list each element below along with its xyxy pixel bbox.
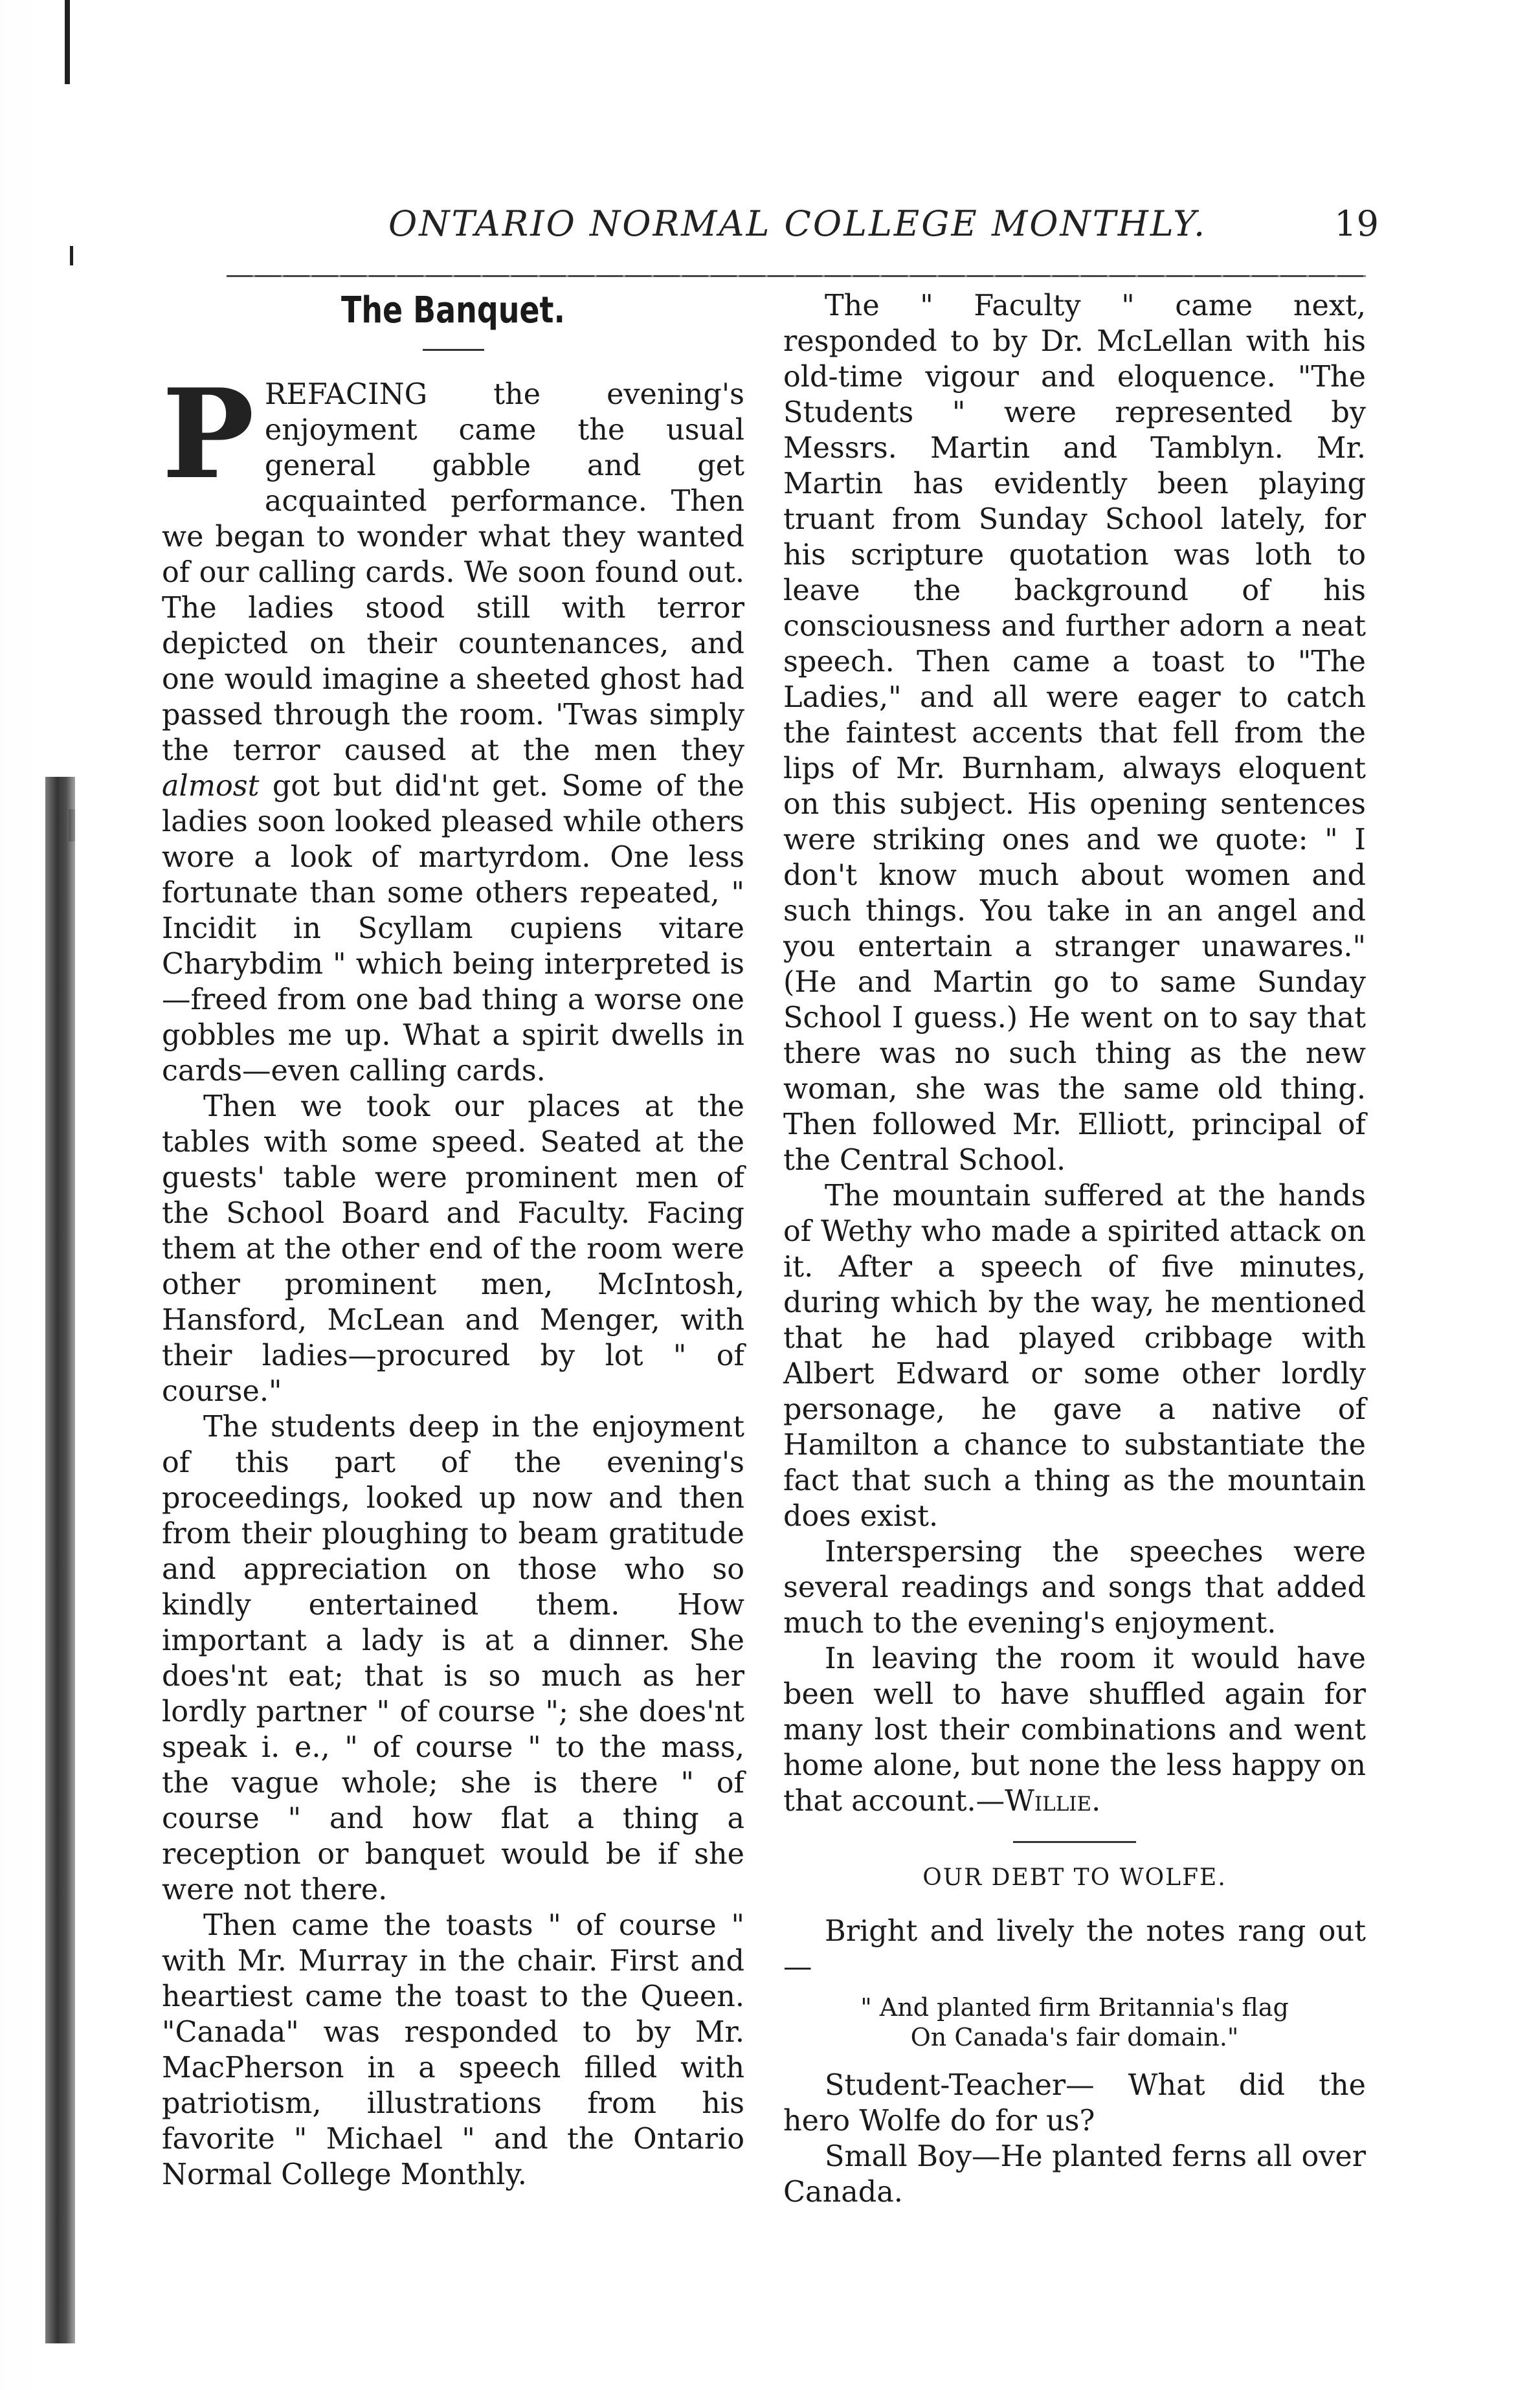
verse-line: On Canada's fair domain." <box>910 2023 1239 2051</box>
magazine-page <box>162 194 1392 2233</box>
section-heading: OUR DEBT TO WOLFE. <box>922 1864 1227 1891</box>
publication-title: ONTARIO NORMAL COLLEGE MONTHLY. <box>388 203 1207 244</box>
article-paragraph: PREFACING the evening's enjoyment came the usual general gabble and get acquainted performance. Then we began to wonder what they wanted of our calling cards. We soon found out. The ladies stood still with terror depicted on their countenances, and one would imagine a sheeted ghost had passed through the room. 'Twas simply the terror caused at the men they almost got but did'nt get. Some of the ladies soon looked pleased while others wore a look of martyrdom. One less fortunate than some others repeated, " Incidit in Scyllam cupiens vitare Charybdim " which being interpreted is—freed from one bad thing a worse one gobbles me up. What a spirit dwells in cards—even calling cards. <box>162 362 744 1088</box>
heading-rule <box>423 349 484 351</box>
column-left <box>162 288 744 2193</box>
article-paragraph: The " Faculty " came next, responded to by Dr. McLellan with his old-time vigour and eloquence. "The Students " were represented by Messrs. Martin and Tamblyn. Mr. Martin has evidently been playing truant from Sunday School lately, for his scripture quotation was loth to leave the background of his consciousness and further adorn a neat speech. Then came a toast to "The Ladies," and all were eager to catch the faintest accents that fell from the lips of Mr. Burnham, always eloquent on this subject. His opening sentences were striking ones and we quote: " I don't know much about women and such things. You take in an angel and you entertain a stranger unawares." (He and Martin go to same Sunday School I guess.) He went on to say that there was no such thing as the new woman, she was the same old thing. Then followed Mr. Elliott, principal of the Central School. <box>783 289 1366 1177</box>
article-paragraph: Then we took our places at the tables with some speed. Seated at the guests' table were prominent men of the School Board and Faculty. Facing them at the other end of the room were other prominent men, McIntosh, Hansford, McLean and Menger, with their ladies—procured by lot " of course." <box>162 1090 744 1408</box>
author-signature: Willie. <box>1005 1785 1101 1818</box>
article-paragraph: The students deep in the enjoyment of this part of the evening's proceedings, looked up now and then from their ploughing to beam gratitude and appreciation on those who so kindly entertained them. How important a lady is at a dinner. She does'nt eat; that is so much as her lordly partner " of course "; she does'nt speak i. e., " of course " to the mass, the vague whole; she is there " of course " and how flat a thing a reception or banquet would be if she were not there. <box>162 1411 744 1906</box>
article-paragraph: Small Boy—He planted ferns all over Canada. <box>783 2140 1366 2209</box>
scan-mark <box>65 0 70 84</box>
column-right <box>783 288 1366 2210</box>
article-paragraph: Then came the toasts " of course " with Mr. Murray in the chair. First and heartiest came the toast to the Queen. "Canada" was responded to by Mr. MacPherson in a speech filled with patriotism, illustrations from his favorite " Michael " and the Ontario Normal College Monthly. <box>162 1909 744 2191</box>
header-rule <box>227 275 1366 277</box>
article-paragraph: The mountain suffered at the hands of Wethy who made a spirited attack on it. After a speech of five minutes, during which by the way, he mentioned that he had played cribbage with Albert Edward or some other lordly personage, he gave a native of Hamilton a chance to substantiate the fact that such a thing as the mountain does exist. <box>783 1179 1366 1533</box>
section-divider <box>1013 1841 1136 1843</box>
drop-cap: P <box>162 362 254 506</box>
scan-mark <box>70 246 73 265</box>
article-paragraph: Bright and lively the notes rang out— <box>783 1915 1366 1983</box>
spine-edge <box>45 777 75 2343</box>
verse-quote <box>783 1993 1366 2052</box>
book-spine-shadow <box>0 0 104 2390</box>
running-header <box>162 194 1392 285</box>
article-heading: The Banquet. <box>341 289 565 331</box>
article-paragraph: Interspersing the speeches were several readings and songs that added much to the evening's enjoyment. <box>783 1536 1366 1640</box>
article-paragraph: In leaving the room it would have been well to have shuffled again for many lost their combinations and went home alone, but none the less happy on that account.—Willie. <box>783 1642 1366 1818</box>
verse-line: " And planted firm Britannia's flag <box>860 1993 1289 2022</box>
article-paragraph: Student-Teacher— What did the hero Wolfe do for us? <box>783 2069 1366 2138</box>
page-number: 19 <box>1334 203 1379 244</box>
